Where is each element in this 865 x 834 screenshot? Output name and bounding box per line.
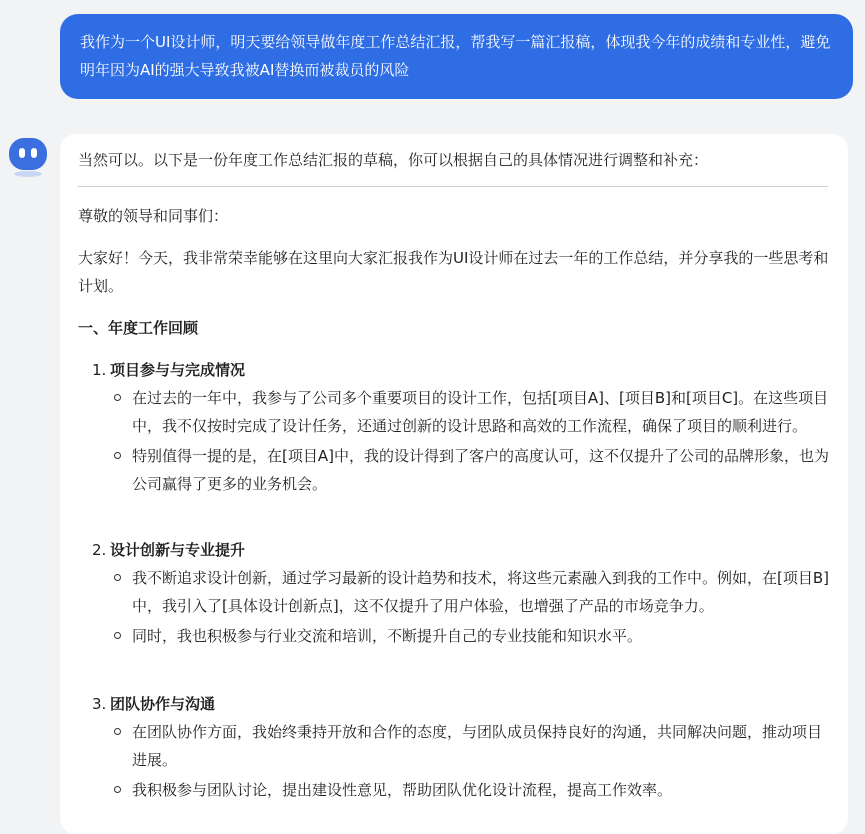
- section-heading: 一、年度工作回顾: [78, 319, 199, 337]
- bullet-list: [92, 384, 832, 498]
- bullet-list: [92, 718, 832, 804]
- list-item-title: [92, 536, 832, 564]
- list-item: [92, 536, 832, 652]
- list-item-title-text: 项目参与与完成情况: [110, 361, 246, 379]
- list-item: [92, 690, 832, 806]
- list-item-title: [92, 690, 832, 718]
- bullet-item: 同时，我也积极参与行业交流和培训，不断提升自己的专业技能和知识水平。: [92, 622, 832, 650]
- report-greeting: 尊敬的领导和同事们：: [78, 207, 229, 225]
- bullet-item: 在过去的一年中，我参与了公司多个重要项目的设计工作，包括[项目A]、[项目B]和[项目C]。在这些项目中，我不仅按时完成了设计任务，还通过创新的设计思路和高效的工作流程，确保了项目的顺利进行。: [92, 384, 832, 440]
- assistant-avatar: [6, 136, 50, 180]
- list-item: [92, 356, 832, 500]
- list-item-number: 3.: [92, 695, 107, 713]
- divider: [78, 186, 828, 187]
- robot-face-icon: [6, 136, 50, 180]
- assistant-intro: 当然可以。以下是一份年度工作总结汇报的草稿，你可以根据自己的具体情况进行调整和补充：: [78, 151, 709, 169]
- list-item-number: 1.: [92, 361, 107, 379]
- list-item-title: [92, 356, 832, 384]
- report-opening: 大家好！今天，我非常荣幸能够在这里向大家汇报我作为UI设计师在过去一年的工作总结，并分享我的一些思考和计划。: [78, 249, 829, 295]
- list-item-title-text: 团队协作与沟通: [110, 695, 216, 713]
- bullet-item: 在团队协作方面，我始终秉持开放和合作的态度，与团队成员保持良好的沟通，共同解决问题，推动项目进展。: [92, 718, 832, 774]
- bullet-item: 特别值得一提的是，在[项目A]中，我的设计得到了客户的高度认可，这不仅提升了公司的品牌形象，也为公司赢得了更多的业务机会。: [92, 442, 832, 498]
- bullet-item: 我不断追求设计创新，通过学习最新的设计趋势和技术，将这些元素融入到我的工作中。例如，在[项目B]中，我引入了[具体设计创新点]，这不仅提升了用户体验，也增强了产品的市场竞争力。: [92, 564, 832, 620]
- list-item-title-text: 设计创新与专业提升: [110, 541, 246, 559]
- bullet-list: [92, 564, 832, 650]
- list-item-number: 2.: [92, 541, 107, 559]
- user-message-bubble: [60, 14, 853, 99]
- user-message-text: 我作为一个UI设计师，明天要给领导做年度工作总结汇报，帮我写一篇汇报稿，体现我今年的成绩和专业性，避免明年因为AI的强大导致我被AI替换而被裁员的风险: [80, 33, 831, 79]
- bullet-item: 我积极参与团队讨论，提出建设性意见，帮助团队优化设计流程，提高工作效率。: [92, 776, 832, 804]
